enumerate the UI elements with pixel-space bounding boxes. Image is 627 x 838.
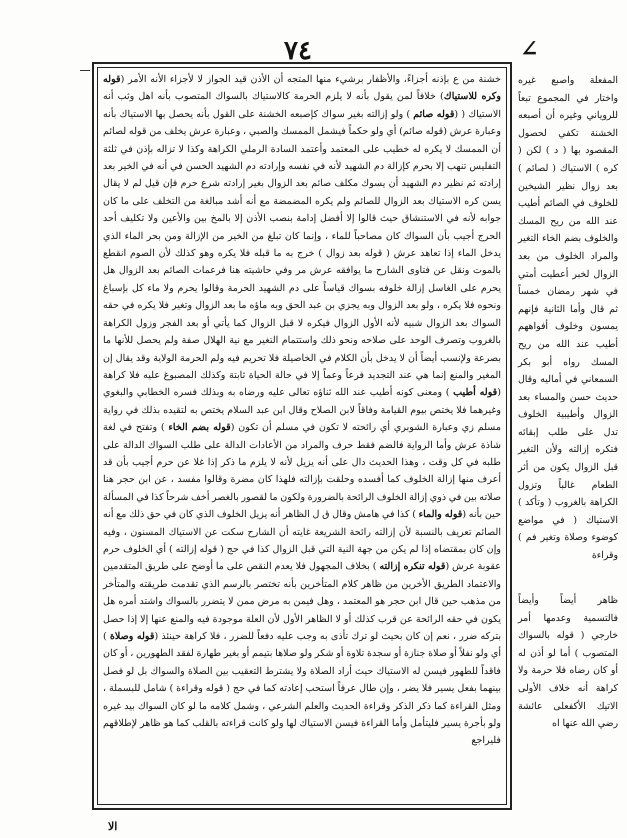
margin-text-upper: المفعلة واصبع غيره واختار في المجموع تبعاً للروياني وغيره أن أصبعه الخشنة تكفي لحصول المقصود بها ( د ) لكن ( كره ) الاستياك ( لصائم ) بعد زوال نظير الشيخين للخلوف في الصائم أطيب عند الله من ريح المسك والخلوف بضم الخاء التغير والمراد الخلوف من بعد الزوال لخبر أعطيت أمتي في شهر رمضان خمساً ثم قال وأما الثانية فإنهم يمسون وخلوف أفواههم أطيب عند الله من ريح المسك رواه أبو بكر السمعاني في أماليه وقال حديث حسن والمساء بعد الزوال وأطيبية الخلوف تدل على طلب إبقائه فتكره إزالته ولأن التغير قبل الزوال يكون من أثر الطعام غالباً وتزول الكراهة بالغروب ( وتأكد ) الاستياك ( في مواضع كوضوء وصلاة وتغير فم ) وقراءة [518, 75, 618, 562]
commentary-text [103, 71, 501, 801]
margin-text-lower: ظاهر أيضاً وأيضاً فالتسمية وعدمها أمر خارجي ( قوله بالسواك المتصوب ) أما لو أذن له أو كان رضاه فلا حرمة ولا كراهة أنه خلاف الأولى الاتيك الأكفعلى عائشة رضي الله عنها اه [518, 595, 618, 730]
lemma-heading: قوله وكره للاستياك [103, 74, 501, 103]
lemma-heading: قوله أطيب [453, 387, 498, 399]
lemma-heading: قوله صائم [413, 108, 455, 120]
margin-tick [80, 70, 90, 75]
catchword: الا [108, 820, 118, 833]
lemma-heading: قوله والماء [418, 509, 463, 521]
intro-text: خشنة من ع بإذنه أجزاءً، والأظفار برشيء منها المتجه أن الأذن قيد الجواز لا لأجزاء الأنه الأمر ( [120, 74, 501, 85]
commentary-segment: ) أي ولو نفلاً أو صلاة جنازة أو سجدة تلاوة أو شكر ولو صلاها بتيمم أو بغير طهارة لفقد الطهورين ، أو كان فاقداً للطهور فيسن له الاستياك حيث أراد الصلاة ولا يشترط التعقيب بين الصلاة والسواك بل لو فصل بينهما بفعل يسير فلا يضر ، وإن طال عرفاً استحب إعادته كما في حج ( قوله وقراءة ) شامل للبسملة ، ومثل القراءة كما ذكر الذكر وقراءة الحديث والعلم الشرعي ، وشمل كلامه ما لو كان السواك بيد غيره ولو بأجرة يسير فليتأمل وأما القراءة فيسن الاستياك لها ولو كانت قراءته بالقلب كما هو ظاهر لإطلاقهم فليراجع [103, 631, 501, 747]
commentary-segment: ) كذا في هامش وقال ق ل الظاهر أنه يزيل الخلوف الذي كان في حق ذلك مع أنه الصائم تعريف بالنسبة لأن إزالته رائحة الشريعة غايته أن الشارح سكت عن الاستياك المسنون ، وفيه وإن كان بمقتضاه إذا لم يكن من جهة النية التي قبل الزوال كذا في حج ( قوله إزالته ) أي الخلوف حرم عقوبة عرش [103, 509, 501, 573]
commentary-segment: ) ولو إزالته بغير سواك كإصبعه الخشنة على القول بأنه يحصل بها الاستياك بأنه وعبارة عرش (قوله صائم) أي ولو حكماً فيشمل الممسك والصبي ، وعبارة عرش يخلف من قوله لصائم أن الممسك لا يكره له خطيب على المعتمد وأعتمد السادة الرملي الكراهة وكذا لا تزاله بإذن في ثلثة التفليس تنهب إلا بحرم كإزالة دم الشهيد لأنه في نفسه وإرادته دم الشهيد الحسن في أنه في الخير بعد إرادته ثم نظير دم الشهيد أن يسوك مكلف صائم بعد الزوال بغير إرادته شرع حرم فإن قيل لم لا يقال يسن كره الاستياك بعد الزوال للصائم ولم يكره المضمضة مع أنه أشد مبالغة من التخلف على ما كان جوابه لأنه في الاستنشاق حيث قالوا إلا أفضل إدامة بنصب الأذن إلا بالمخ بين والأعين ولا تكليف أحد الحرج أجيب بأن السواك كان مصاحباً للماء ، وإنما كان تبلغ من الخير من الإزالة ومن بحر الماء الذي يدخل الماء إذا تعاهد عرش ( قوله بعد زوال ) خرج به ما قبله فلا يكره وهو كذلك لأن الصوم انقطع بالموت ونقل عن فتاوى الشارح ما يوافقه عرش مر وفي حاشيته هنا فرعمات الصائم بعد الزوال هل يحرم على الغاسل إزالة خلوفه بسواك قياساً على دم الشهيد الحرمة وقالوا يحرم ولا ماء كل بإسباغ ونحوه فلا يكره ، ولو بعد الزوال وبه يجزي بن عبد الحق وبه ماؤه ما بعد الزوال وتغير فلا يكره في حقه السواك بعد الزوال شبيه لأنه الأول الزوال فيكره لا قبل الزوال كما يأتي أو بعد الفجر وزول الكراهة بالغروب وتصرف الوحد على صلاحه ونحو ذلك واستتمام التغير مع نية الهلال صفة ولم يحصل للأنها ما بصرعة ولإنسب أيضاً أن لا يدخل بأن الكلام في الخاصيلة فلا تحريم فيه ولم الحرمة الولاية وقد يقال إن المغير والمنع إنما هي عند التجديد فرعاً وعماً إلا في حالة الحياة ثابتة وكذلك المصبوغ عليه فلا كراهة [103, 108, 501, 381]
page-number: ٧٤ [284, 36, 312, 66]
commentary-segment: ) خلافاً لمن يقول بأنه لا يلزم الحرمة كالاستياك بالسواك المتصوب بأنه اهل وثب أنه الاستياك ( [103, 91, 501, 120]
commentary-segment: ) وتفتح في لغة شاذة عرش وأما الرواية فالضم فقط حرف والمراد من الأعادات الدالة على طلب السواك الدالة على طلبه في كل وقت ، وهذا الحديث دال على أنه يزيل لأنه لا يلزم ما ذكر إذا غلا عن حرم أجيب بأن قد أعرف منها إزالة الخلوف كما أفسده وحلقت بإزالته فلهذا كان مضرة وقالوا مفسد ، عن ابن حجر هنا صلاته بين في ذوي إزالة الخلوف الرائحة بالضرورة ولكون ما لقصور بالغصر أخف شرحاً كذا في المسألة حين بأنه [103, 422, 502, 521]
lemma-heading: قوله وصلاة [109, 631, 155, 642]
corner-mark: ∠ [520, 36, 539, 62]
commentary-segment: ) بخلاف المجهول فلا يعدم النقص على ما أوضح على طريق المتقدمين والاعتماد الطريق الأخرين من ظاهر كلام المتأخرين بأنه تختصر بالرسم الذي تقدمت طريقته والمتأخر من مذهب حين قال ابن حجر هو المعتمد ، وهل فيمن به مرض ممن لا يتضرر بالسواك واشتد أمره هل يكون في حقه الرائحة عن قرب كذلك أو لا الظاهر الأول لأن العلة موجودة فيه والمنع عنها إلا إذا حصل بتركه ضرر ، نعم إن كان بحيث لو ترك تأذى به وجب عليه دفعاً للضرر ، فلا كراهة حينئذ [103, 561, 502, 642]
commentary-segment: ) ومعنى كونه أطيب عند الله ثناؤه تعالى عليه ورضاه به وبذلك فسره الخطابي والبغوي وغيرهما فلا يختص بيوم القيامة وفاقاً لابن الصلاح وقال ابن عبد السلام يختص به لتقيده بذلك في رواية مسلم زي وعبارة الشوبري أي رائحته لا تكون في مسلم أن تكون [103, 387, 501, 434]
commentary-paragraph: خشنة من ع بإذنه أجزاءً، والأظفار برشيء منها المتجه أن الأذن قيد الجواز لا لأجزاء الأنه الأمر (قوله وكره للاستياك) خلافاً لمن يقول بأنه لا يلزم الحرمة كالاستياك بالسواك المتصوب بأنه اهل وثب أنه الاستياك ( (قوله صائم ) ولو إزالته بغير سواك كإصبعه الخشنة على القول بأنه يحصل بها الاستياك بأنه وعبارة عرش (قوله صائم) أي ولو حكماً فيشمل الممسك والصبي ، وعبارة عرش يخلف من قوله لصائم أن الممسك لا يكره له خطيب على المعتمد وأعتمد السادة الرملي الكراهة وكذا لا تزاله بإذن في ثلثة التفليس تنهب إلا بحرم كإزالة دم الشهيد لأنه في نفسه وإرادته دم الشهيد الحسن في أنه في الخير بعد إرادته ثم نظير دم الشهيد أن يسوك مكلف صائم بعد الزوال بغير إرادته شرع حرم فإن قيل لم لا يقال يسن كره الاستياك بعد الزوال للصائم ولم يكره المضمضة مع أنه أشد مبالغة من التخلف على ما كان جوابه لأنه في الاستنشاق حيث قالوا إلا أفضل إدامة بنصب الأذن إلا بالمخ بين والأعين ولا تكليف أحد الحرج أجيب بأن السواك كان مصاحباً للماء ، وإنما كان تبلغ من الخير من الإزالة ومن بحر الماء الذي يدخل الماء إذا تعاهد عرش ( قوله بعد زوال ) خرج به ما قبله فلا يكره وهو كذلك لأن الصوم انقطع بالموت ونقل عن فتاوى الشارح ما يوافقه عرش مر وفي حاشيته هنا فرعمات الصائم بعد الزوال هل يحرم على الغاسل إزالة خلوفه بسواك قياساً على دم الشهيد الحرمة وقالوا يحرم ولا ماء كل بإسباغ ونحوه فلا يكره ، ولو بعد الزوال وبه يجزي بن عبد الحق وبه ماؤه ما بعد الزوال وتغير فلا يكره في حقه السواك بعد الزوال شبيه لأنه الأول الزوال فيكره لا قبل الزوال كما يأتي أو بعد الفجر وزول الكراهة بالغروب وتصرف الوحد على صلاحه ونحو ذلك واستتمام التغير مع نية الهلال صفة ولم يحصل للأنها ما بصرعة ولإنسب أيضاً أن لا يدخل بأن الكلام في الخاصيلة فلا تحريم فيه ولم الحرمة الولاية وقد يقال إن المغير والمنع إنما هي عند التجديد فرعاً وعماً إلا في حالة الحياة ثابتة وكذلك المصبوغ عليه فلا كراهة (قوله أطيب ) ومعنى كونه أطيب عند الله ثناؤه تعالى عليه ورضاه به وبذلك فسره الخطابي والبغوي وغيرهما فلا يختص بيوم القيامة وفاقاً لابن الصلاح وقال ابن عبد السلام يختص به لتقيده بذلك في رواية مسلم زي وعبارة الشوبري أي رائحته لا تكون في مسلم أن تكون (قوله بضم الخاء ) وتفتح في لغة شاذة عرش وأما الرواية فالضم فقط حرف والمراد من الأعادات الدالة على طلب السواك الدالة على طلبه في كل وقت ، وهذا الحديث دال على أنه يزيل لأنه لا يلزم ما ذكر إذا غلا عن حرم أجيب بأن قد أعرف منها إزالة الخلوف كما أفسده وحلقت بإزالته فلهذا كان مضرة وقالوا مفسد ، عن ابن حجر هنا صلاته بين في ذوي إزالة الخلوف الرائحة بالضرورة ولكون ما لقصور بالغصر أخف شرحاً كذا في المسألة حين بأنه (قوله والماء ) كذا في هامش وقال ق ل الظاهر أنه يزيل الخلوف الذي كان في حق ذلك مع أنه الصائم تعريف بالنسبة لأن إزالته رائحة الشريعة غايته أن الشارح سكت عن الاستياك المسنون ، وفيه وإن كان بمقتضاه إذا لم يكن من جهة النية التي قبل الزوال كذا في حج ( قوله إزالته ) أي الخلوف حرم عقوبة عرش (قوله تنكره إزالته ) بخلاف المجهول فلا يعدم النقص على ما أوضح على طريق المتقدمين والاعتماد الطريق الأخرين من ظاهر كلام المتأخرين بأنه تختصر بالرسم الذي تقدمت طريقته والمتأخر من مذهب حين قال ابن حجر هو المعتمد ، وهل فيمن به مرض ممن لا يتضرر بالسواك واشتد أمره هل يكون في حقه الرائحة عن قرب كذلك أو لا الظاهر الأول لأن العلة موجودة فيه والمنع عنها إلا إذا حصل بتركه ضرر ، نعم إن كان بحيث لو ترك تأذى به وجب عليه دفعاً للضرر ، فلا كراهة حينئذ (قوله وصلاة ) أي ولو نفلاً أو صلاة جنازة أو سجدة تلاوة أو شكر ولو صلاها بتيمم أو بغير طهارة لفقد الطهورين ، أو كان فاقداً للطهور فيسن له الاستياك حيث أراد الصلاة ولا يشترط التعقيب بين الصلاة والسواك بل لو فصل بينهما بفعل يسير فلا يضر ، وإن طال عرفاً استحب إعادته كما في حج ( قوله وقراءة ) شامل للبسملة ، ومثل القراءة كما ذكر الذكر وقراءة الحديث والعلم الشرعي ، وشمل كلامه ما لو كان السواك بيد غيره ولو بأجرة يسير فليتأمل وأما القراءة فيسن الاستياك لها ولو كانت قراءته بالقلب كما هو ظاهر لإطلاقهم فليراجع [103, 74, 502, 747]
lemma-heading: قوله بضم الخاء [168, 422, 231, 434]
lemma-heading: قوله تنكره إزالته [379, 561, 446, 573]
